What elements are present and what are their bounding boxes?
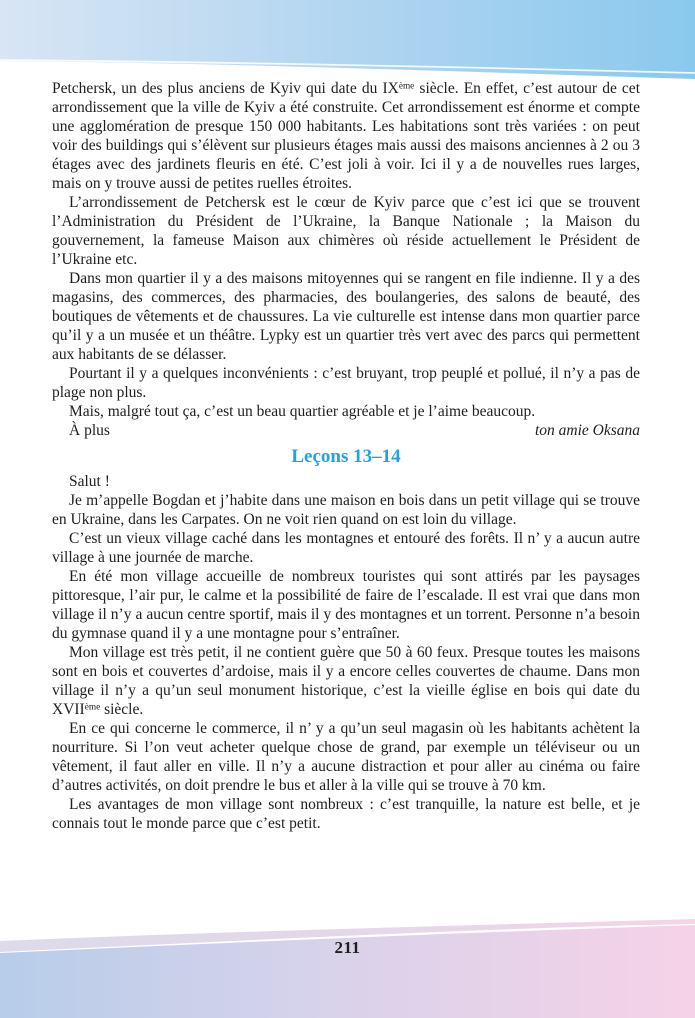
page-number: 211 xyxy=(334,938,361,957)
paragraph: Mais, malgré tout ça, c’est un beau quartier agréable et je l’aime beaucoup. xyxy=(69,403,536,420)
paragraph: Les avantages de mon village sont nombreux : c’est tranquille, la nature est belle, et je connais tout le monde parce que c’est petit. xyxy=(52,796,640,832)
paragraph: C’est un vieux village caché dans les montagnes et entouré des forêts. Il n’ y a aucun autre village à une journée de marche. xyxy=(52,530,640,566)
signoff-line xyxy=(52,421,640,440)
paragraph: Dans mon quartier il y a des maisons mitoyennes qui se rangent en file indienne. Il y a des magasins, des commerces, des pharmacies, des boulangeries, des salons de beauté, des boutiques de vêtements et de chaussures. La vie culturelle est intense dans mon quartier parce qu’il y a un musée et un théâtre. Lypky est un quartier très vert avec des parcs qui permettent aux habitants de se délasser. xyxy=(52,270,640,363)
paragraph: Salut ! xyxy=(69,473,110,490)
paragraph: En ce qui concerne le commerce, il n’ y a qu’un seul magasin où les habitants achètent la nourriture. Si l’on veut acheter quelque chose de grand, par exemple un téléviseur ou un vêtement, il faut aller en ville. Il n’y a aucune distraction et pour aller au cinéma ou faire d’autres activités, on doit prendre le bus et aller à la ville qui se trouve à 70 km. xyxy=(52,720,640,794)
footer-decorative-band xyxy=(0,915,695,1018)
signoff-closing: À plus xyxy=(69,422,110,439)
paragraph: Petchersk, un des plus anciens de Kyiv qui date du IXème siècle. En effet, c’est autour de cet arrondissement que la ville de Kyiv a été construite. Cet arrondissement est énorme et compte une agglomération de presque 150 000 habitants. Les habitations sont très variées : on peut voir des buildings qui s’élèvent sur plusieurs étages mais aussi des maisons anciennes à 2 ou 3 étages avec des jardinets fleuris en été. C’est joli à voir. Ici il y a de nouvelles rues larges, mais on y trouve aussi de petites ruelles étroites. xyxy=(52,80,640,192)
signoff-signature: ton amie Oksana xyxy=(534,422,640,439)
paragraph: L’arrondissement de Petchersk est le cœur de Kyiv parce que c’est ici que se trouvent l’Administration du Président de l’Ukraine, la Banque Nationale ; la Maison du gouvernement, la fameuse Maison aux chimères où réside actuellement le Président de l’Ukraine etc. xyxy=(52,194,640,268)
paragraph: Mon village est très petit, il ne contient guère que 50 à 60 feux. Presque toutes les maisons sont en bois et couvertes d’ardoise, mais il y a encore celles couvertes de chaume. Dans mon village il n’y a qu’un seul monument historique, c’est la vieille église en bois qui date du XVIIème siècle. xyxy=(52,644,640,718)
paragraph: En été mon village accueille de nombreux touristes qui sont attirés par les paysages pittoresque, l’air pur, le calme et la possibilité de faire de l’escalade. Il est vrai que dans mon village il n’y a aucun centre sportif, mais il y des montagnes et un torrent. Personne n’a besoin du gymnase quand il y a une montagne pour s’entraîner. xyxy=(52,568,640,642)
paragraph: Je m’appelle Bogdan et j’habite dans une maison en bois dans un petit village qui se trouve en Ukraine, dans les Carpates. On ne voit rien quand on est loin du village. xyxy=(52,492,640,528)
text-column xyxy=(52,79,640,833)
lesson-heading: Leçons 13–14 xyxy=(291,446,401,467)
header-decorative-band xyxy=(0,0,695,85)
paragraph: Pourtant il y a quelques inconvénients : c’est bruyant, trop peuplé et pollué, il n’y a pas de plage non plus. xyxy=(52,365,640,401)
